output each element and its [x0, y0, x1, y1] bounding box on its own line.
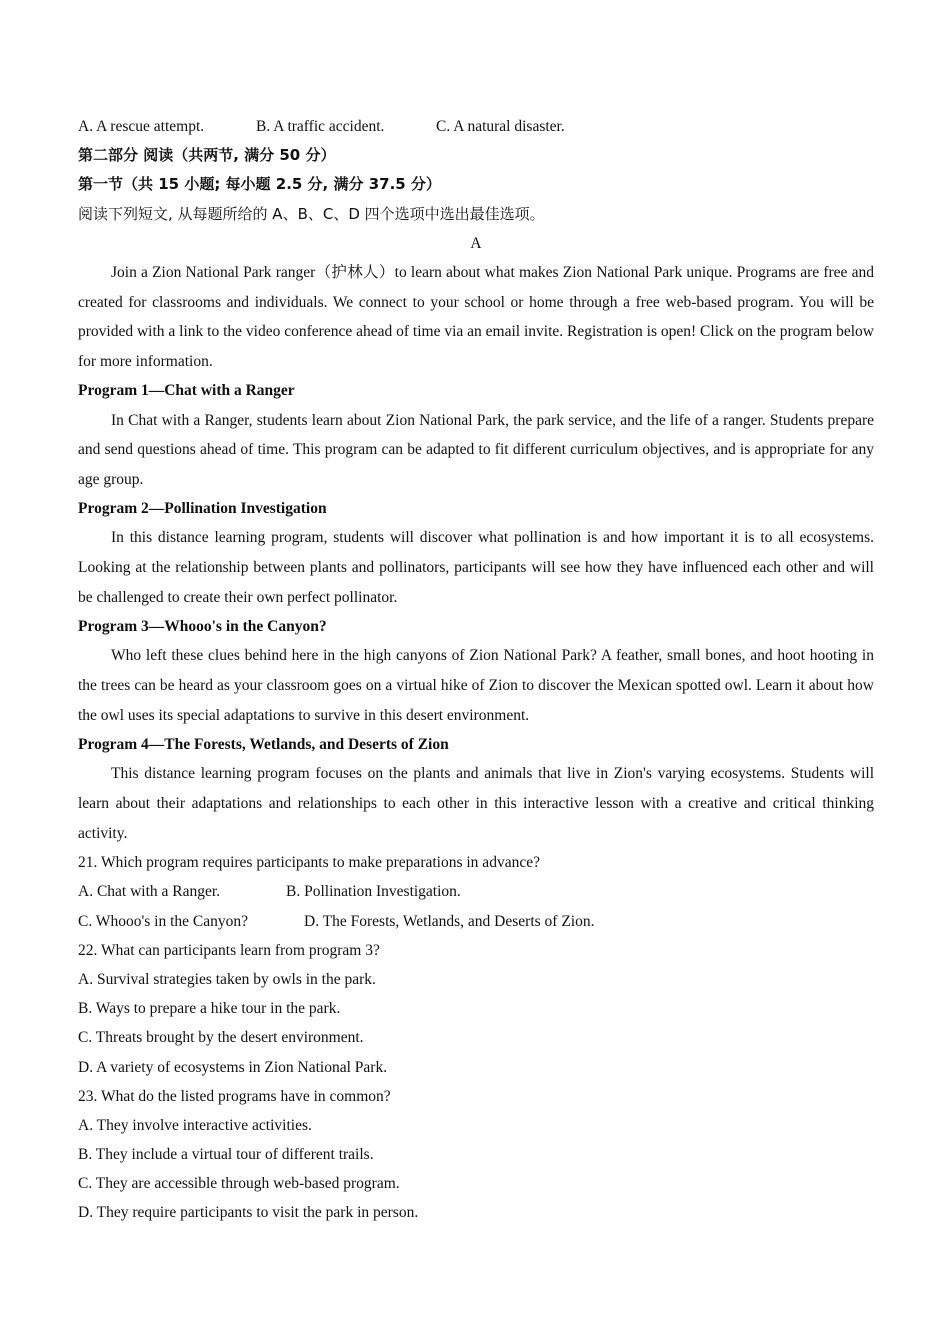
question-23-option-d: D. They require participants to visit the park in person. [78, 1204, 419, 1222]
program-4-text: This distance learning program focuses on the plants and animals that live in Zion's varying ecosystems. Students will learn about their adaptations and relationships to each other in this interactive lesson with a creative and critical thinking activity. [78, 765, 874, 842]
question-23-option-a: A. They involve interactive activities. [78, 1116, 312, 1134]
question-21-options-row-1 [78, 877, 874, 906]
program-2-title: Program 2—Pollination Investigation [78, 500, 327, 518]
passage-intro: Join a Zion National Park ranger（护林人）to learn about what makes Zion National Park unique. Programs are free and created for classrooms and individuals. We connect to your school or home through a free web-based program. You will be provided with a link to the video conference ahead of time via an email invite. Registration is open! Click on the program below for more information. [78, 263, 874, 370]
program-3-text: Who left these clues behind here in the high canyons of Zion National Park? A feather, small bones, and hoot hooting in the trees can be heard as your classroom goes on a virtual hike of Zion to discover the Mexican spotted owl. Learn it about how the owl uses its special adaptations to survive in this desert environment. [78, 647, 874, 724]
question-23-option-b: B. They include a virtual tour of different trails. [78, 1146, 374, 1164]
part-title: 第二部分 阅读（共两节, 满分 50 分） [78, 146, 336, 165]
option-a: A. A rescue attempt. [78, 118, 205, 135]
option-c: C. Whooo's in the Canyon? [78, 912, 248, 930]
question-22-stem: 22. What can participants learn from program 3? [78, 941, 380, 959]
instructions: 阅读下列短文, 从每题所给的 A、B、C、D 四个选项中选出最佳选项。 [78, 204, 545, 223]
question-23-stem: 23. What do the listed programs have in common? [78, 1087, 391, 1105]
passage-label: A [470, 234, 482, 252]
subsection-title: 第一节（共 15 小题; 每小题 2.5 分, 满分 37.5 分） [78, 175, 441, 194]
option-b: B. A traffic accident. [256, 118, 385, 135]
exam-page [78, 112, 874, 1228]
question-23-option-c: C. They are accessible through web-based program. [78, 1175, 400, 1193]
question-22-option-a: A. Survival strategies taken by owls in the park. [78, 970, 376, 988]
program-2-text: In this distance learning program, students will discover what pollination is and how important it is to all ecosystems. Looking at the relationship between plants and pollinators, participants will see how they have influenced each other and will be challenged to create their own perfect pollinator. [78, 529, 874, 606]
question-22-option-d: D. A variety of ecosystems in Zion National Park. [78, 1058, 388, 1076]
program-1-title: Program 1—Chat with a Ranger [78, 382, 295, 400]
program-3-title: Program 3—Whooo's in the Canyon? [78, 618, 327, 636]
question-22-option-b: B. Ways to prepare a hike tour in the park. [78, 1000, 341, 1018]
option-d: D. The Forests, Wetlands, and Deserts of Zion. [304, 912, 595, 930]
option-a: A. Chat with a Ranger. [78, 883, 221, 901]
question-21-stem: 21. Which program requires participants to make preparations in advance? [78, 854, 540, 872]
program-4-title: Program 4—The Forests, Wetlands, and Deserts of Zion [78, 736, 449, 754]
program-1-text: In Chat with a Ranger, students learn about Zion National Park, the park service, and the life of a ranger. Students prepare and send questions ahead of time. This program can be adapted to fit different curriculum objectives, and is appropriate for any age group. [78, 411, 874, 488]
question-21-options-row-2 [78, 907, 874, 936]
option-b: B. Pollination Investigation. [286, 883, 461, 901]
previous-question-options [78, 112, 874, 141]
option-c: C. A natural disaster. [436, 118, 565, 135]
question-22-option-c: C. Threats brought by the desert environment. [78, 1029, 364, 1047]
